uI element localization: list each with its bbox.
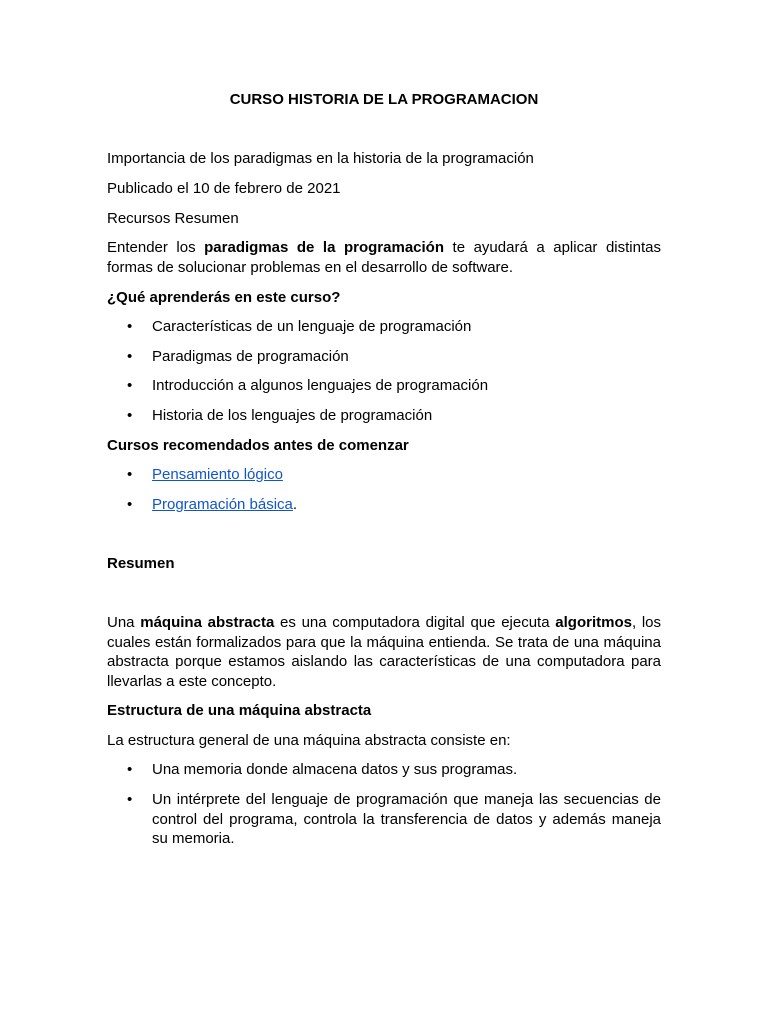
abstract-text-1: Una [107,614,141,631]
bullet-icon: • [127,377,133,394]
abstract-text-2: es una computadora digital que ejecuta [274,614,556,631]
recommended-item [107,495,661,515]
resources-line: Recursos Resumen [107,210,239,227]
document-title: CURSO HISTORIA DE LA PROGRAMACION [229,91,539,108]
structure-item [107,760,661,780]
learn-item [107,347,661,367]
learn-item [107,317,661,337]
structure-item-text: Un intérprete del lenguaje de programación que maneja las secuencias de control del programa, controla la transferencia de datos y además maneja su memoria. [152,791,661,847]
structure-item [107,790,661,849]
abstract-bold-2: algoritmos [555,614,632,631]
bullet-icon: • [127,318,133,335]
subtitle: Importancia de los paradigmas en la historia de la programación [107,150,534,167]
abstract-text-3: , los cuales están formalizados para que la máquina entienda. Se trata de una máquina abstracta porque estamos aislando las características de una computadora para llevarlas a este concepto. [107,614,662,690]
intro-text-after: te ayudará a aplicar distintas formas de solucionar problemas en el desarrollo de software. [107,239,661,276]
structure-intro: La estructura general de una máquina abstracta consiste en: [107,732,511,749]
structure-heading: Estructura de una máquina abstracta [107,702,372,719]
intro-text-bold: paradigmas de la programación [204,239,444,256]
abstract-bold-1: máquina abstracta [140,614,275,631]
summary-heading: Resumen [107,555,175,572]
link-programacion-basica[interactable]: Programación básica [152,496,293,513]
published-date: Publicado el 10 de febrero de 2021 [107,180,341,197]
bullet-icon: • [127,466,133,483]
link-pensamiento-logico[interactable]: Pensamiento lógico [152,466,283,483]
intro-paragraph [107,238,661,277]
bullet-icon: • [127,407,133,424]
learn-item-text: Paradigmas de programación [152,348,349,365]
learn-item-text: Introducción a algunos lenguajes de programación [152,377,489,394]
link-suffix: . [292,496,298,513]
bullet-icon: • [127,496,133,513]
structure-item-text: Una memoria donde almacena datos y sus programas. [152,761,518,778]
learn-item-text: Historia de los lenguajes de programación [152,407,433,424]
bullet-icon: • [127,761,133,778]
learn-item-text: Características de un lenguaje de programación [152,318,472,335]
learn-heading: ¿Qué aprenderás en este curso? [107,289,341,306]
bullet-icon: • [127,791,133,808]
learn-item [107,406,661,426]
bullet-icon: • [127,348,133,365]
recommended-item [107,465,661,485]
intro-text-before: Entender los [107,239,205,256]
recommended-heading: Cursos recomendados antes de comenzar [107,437,409,454]
learn-item [107,376,661,396]
abstract-machine-paragraph [107,613,661,691]
